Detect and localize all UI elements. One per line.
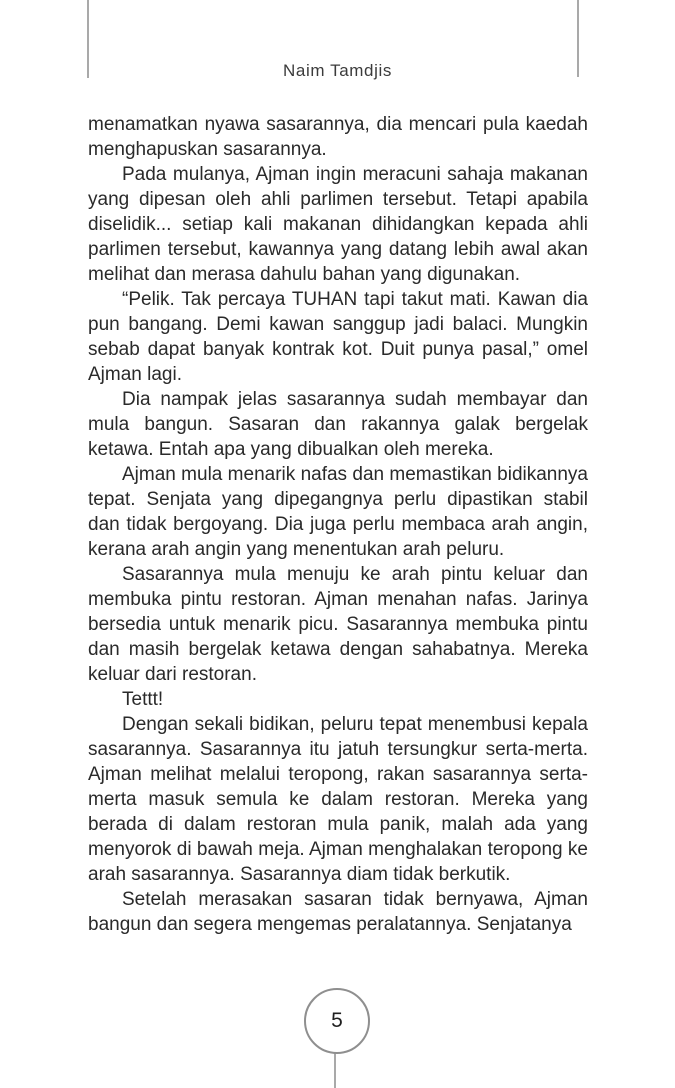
paragraph: Sasarannya mula menuju ke arah pintu keluar dan membuka pintu restoran. Ajman menahan nafas. Jarinya bersedia untuk menarik picu. Sasarannya membuka pintu dan masih bergelak ketawa dengan sahabatnya. Mereka keluar dari restoran. <box>88 564 588 685</box>
paragraph: “Pelik. Tak percaya TUHAN tapi takut mati. Kawan dia pun bangang. Demi kawan sanggup jadi balaci. Mungkin sebab dapat banyak kontrak kot. Duit punya pasal,” omel Ajman lagi. <box>88 289 588 385</box>
page-number: 5 <box>331 1009 343 1032</box>
paragraph: Tettt! <box>122 689 164 710</box>
paragraph: Dia nampak jelas sasarannya sudah membayar dan mula bangun. Sasaran dan rakannya galak bergelak ketawa. Entah apa yang dibualkan oleh mereka. <box>88 389 588 460</box>
paragraph: Setelah merasakan sasaran tidak bernyawa, Ajman bangun dan segera mengemas peralatannya. Senjatanya <box>88 889 588 935</box>
paragraph: menamatkan nyawa sasarannya, dia mencari pula kaedah menghapuskan sasarannya. <box>88 114 588 160</box>
body-text <box>88 112 588 937</box>
paragraph: Ajman mula menarik nafas dan memastikan bidikannya tepat. Senjata yang dipegangnya perlu dipastikan stabil dan tidak bergoyang. Dia juga perlu membaca arah angin, kerana arah angin yang menentukan arah peluru. <box>88 464 588 560</box>
paragraph: Pada mulanya, Ajman ingin meracuni sahaja makanan yang dipesan oleh ahli parlimen tersebut. Tetapi apabila diselidik... setiap kali makanan dihidangkan kepada ahli parlimen tersebut, kawannya yang datang lebih awal akan melihat dan merasa dahulu bahan yang digunakan. <box>88 164 588 285</box>
footer-line <box>334 1052 336 1088</box>
page-number-badge <box>304 988 370 1054</box>
paragraph: Dengan sekali bidikan, peluru tepat menembusi kepala sasarannya. Sasarannya itu jatuh tersungkur serta-merta. Ajman melihat melalui teropong, rakan sasarannya serta-merta masuk semula ke dalam restoran. Mereka yang berada di dalam restoran mula panik, malah ada yang menyorok di bawah meja. Ajman menghalakan teropong ke arah sasarannya. Sasarannya diam tidak berkutik. <box>88 714 588 885</box>
running-header-title: Naim Tamdjis <box>283 61 392 80</box>
